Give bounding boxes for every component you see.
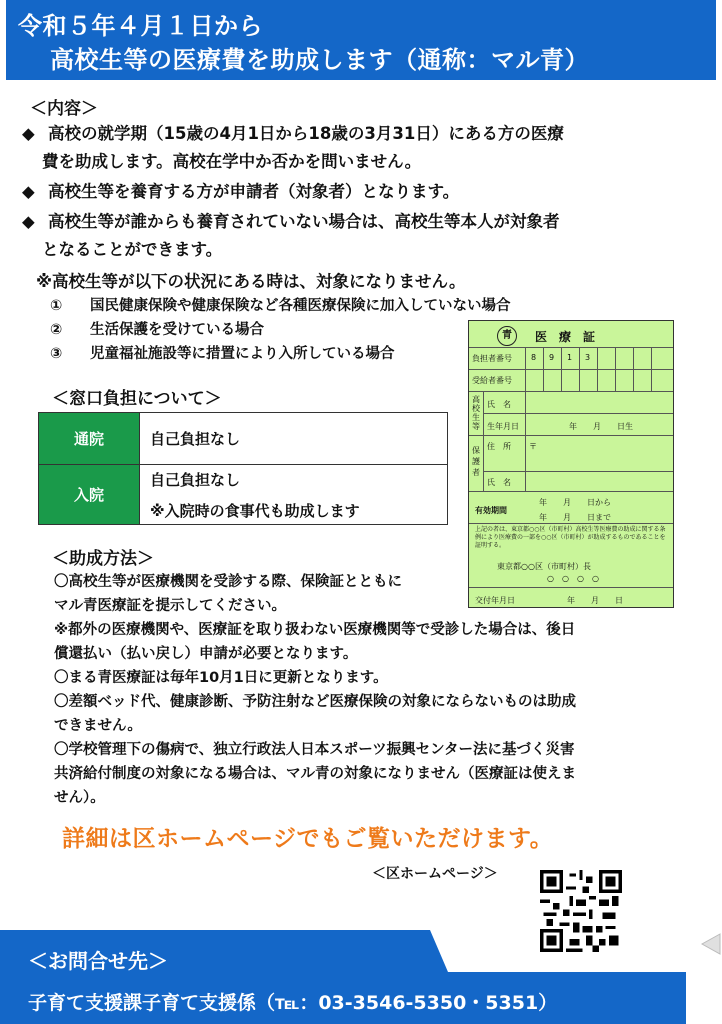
- issue-label: 交付年月日: [475, 596, 515, 605]
- burden-table: [38, 412, 448, 525]
- valid-to: 年 月 日まで: [539, 513, 611, 522]
- bullet-1: ◆ 高校の就学期（15歳の4月1日から18歳の3月31日）にある方の医療 費を助成します。高校在学中か否かを問いません。: [22, 120, 690, 176]
- method-heading: ＜助成方法＞: [52, 549, 154, 569]
- method-line: 〇学校管理下の傷病で、独立行政法人日本スポーツ振興センター法に基づく災害: [54, 742, 575, 758]
- valid-label: 有効期間: [475, 506, 507, 515]
- header-line-1: 令和５年４月１日から: [18, 12, 263, 40]
- inpatient-value: 自己負担なし: [150, 470, 241, 489]
- card-notice: 上記の者は、東京都○○区（市町村）高校生等医療費の助成に関する条例により医療費の一部を○○区（市町村）が助成するものであることを証明する。: [475, 526, 666, 549]
- method-line: マル青医療証を提示してください。: [54, 598, 286, 614]
- card-issuer: 東京都○○区（市町村）長: [497, 562, 591, 571]
- birth-label: 生年月日: [487, 422, 519, 431]
- inpatient-label: 入院: [39, 465, 140, 525]
- method-line: できません。: [54, 718, 142, 734]
- diamond-icon: ◆: [22, 182, 35, 201]
- burden-no-label: 負担者番号: [472, 354, 512, 363]
- exclusion-item-3: ③ 児童福祉施設等に措置により入所している場合: [50, 346, 395, 362]
- exclusion-item-2: ② 生活保護を受けている場合: [50, 322, 264, 338]
- issue-value: 年 月 日: [567, 596, 623, 605]
- method-line: 〇差額ベッド代、健康診断、予防注射など医療保険の対象にならないものは助成: [54, 694, 576, 710]
- card-seal: ○ ○ ○ ○: [547, 574, 599, 583]
- bullet-2: ◆ 高校生等を養育する方が申請者（対象者）となります。: [22, 178, 690, 206]
- contact-banner: [0, 930, 686, 1024]
- bullet-3: ◆ 高校生等が誰からも養育されていない場合は、高校生等本人が対象者 となることができます。: [22, 208, 690, 264]
- page-header: [6, 0, 716, 80]
- content-heading: ＜内容＞: [30, 99, 98, 119]
- guardian-group: 保護者: [472, 446, 480, 477]
- inpatient-note: ※入院時の食事代も助成します: [150, 501, 360, 520]
- student-group: 高校生等: [472, 395, 480, 431]
- address-mark: 〒: [529, 442, 537, 451]
- burden-heading: ＜窓口負担について＞: [52, 389, 222, 409]
- recipient-no-label: 受給者番号: [472, 376, 512, 385]
- birth-value: 年 月 日生: [569, 422, 633, 431]
- contact-title: ＜お問合せ先＞: [28, 949, 168, 973]
- contact-info: 子育て支援課子育て支援係（℡：03-3546-5350・5351）: [28, 992, 558, 1014]
- method-line: 償還払い（払い戻し）申請が必要となります。: [54, 646, 358, 662]
- medical-card: 青 医 療 証 負担者番号 8 9 1 3 受給者番号 高校生等 氏 名 生年月日 年 月 日生 保護者 住 所 〒 氏 名 有効期間 年 月 日から 年 月 日まで 上記の者は、東京都○○区（市町村）高校生等医療費の助成に関する条例により医療費の一部を○○区（市町村）が助成するものであることを証明する。 東京都○○区（市町村）長 ○ ○ ○ ○ 交付年月日 年 月 日: [468, 320, 674, 608]
- exclusion-item-1: ① 国民健康保険や健康保険など各種医療保険に加入していない場合: [50, 298, 511, 314]
- homepage-label: ＜区ホームページ＞: [372, 866, 498, 882]
- method-line: ※都外の医療機関や、医療証を取り扱わない医療機関等で受診した場合は、後日: [54, 622, 576, 638]
- card-title: 医 療 証: [535, 330, 596, 344]
- inpatient-cell: [140, 465, 448, 525]
- detail-text: 詳細は区ホームページでもご覧いただけます。: [62, 826, 554, 852]
- exclusion-note: ※高校生等が以下の状況にある時は、対象になりません。: [36, 272, 466, 291]
- method-line: せん）。: [54, 790, 105, 806]
- diamond-icon: ◆: [22, 212, 35, 231]
- diamond-icon: ◆: [22, 124, 35, 143]
- valid-from: 年 月 日から: [539, 498, 611, 507]
- outpatient-value: 自己負担なし: [140, 413, 448, 465]
- address-label: 住 所: [487, 442, 511, 451]
- method-line: 共済給付制度の対象になる場合は、マル青の対象になりません（医療証は使えま: [54, 766, 576, 782]
- guardian-name-label: 氏 名: [487, 478, 511, 487]
- name-label: 氏 名: [487, 400, 511, 409]
- badge-icon: 青: [497, 326, 517, 346]
- scroll-arrow-icon[interactable]: [700, 932, 722, 956]
- method-line: 〇まる青医療証は毎年10月1日に更新となります。: [54, 670, 388, 686]
- method-line: 〇高校生等が医療機関を受診する際、保険証とともに: [54, 574, 402, 590]
- outpatient-label: 通院: [39, 413, 140, 465]
- header-line-2: 高校生等の医療費を助成します（通称：マル青）: [50, 46, 589, 74]
